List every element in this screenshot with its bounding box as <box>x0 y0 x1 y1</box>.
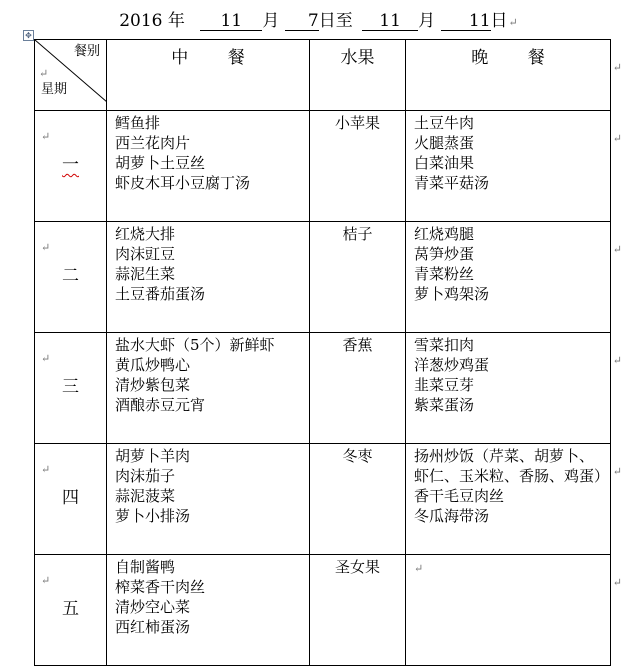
dish: 扬州炒饭（芹菜、胡萝卜、虾仁、玉米粒、香肠、鸡蛋） <box>414 447 610 485</box>
from-month: 11 <box>200 12 262 31</box>
weekly-menu-table <box>34 39 622 666</box>
to-month: 11 <box>362 12 418 31</box>
dish: 雪菜扣肉 <box>414 336 475 354</box>
dish: 虾皮木耳小豆腐丁汤 <box>115 174 251 192</box>
dish: 冬瓜海带汤 <box>414 507 490 525</box>
month-char-2: 月 <box>418 11 436 31</box>
dish: 洋葱炒鸡蛋 <box>414 356 490 374</box>
dish: 萝卜鸡架汤 <box>414 285 490 303</box>
dish: 蒜泥生菜 <box>115 265 176 283</box>
day-row-1 <box>35 111 611 222</box>
weekday-label: 星期 <box>41 82 68 97</box>
table-move-handle-icon[interactable]: ✥ <box>23 30 34 41</box>
dish: 紫菜蛋汤 <box>414 396 475 414</box>
dish: 土豆番茄蛋汤 <box>115 285 206 303</box>
from-day: 7 <box>285 12 319 31</box>
dish: 蒜泥菠菜 <box>115 487 176 505</box>
fruit-header: 水果 <box>310 40 406 111</box>
header-row <box>35 40 611 111</box>
dish: 莴笋炒蛋 <box>414 245 475 263</box>
dish: 白菜油果 <box>414 154 475 172</box>
fruit-cell: 桔子 <box>310 222 406 333</box>
dish: 西兰花肉片 <box>115 134 191 152</box>
to-day: 11 <box>441 12 491 31</box>
paragraph-mark: ↵ <box>508 16 518 29</box>
lunch-cell <box>107 555 310 666</box>
dish: 自制酱鸭 <box>115 558 176 576</box>
dinner-cell: 土豆牛肉 火腿蒸蛋 白菜油果 青菜平菇汤 ↵ <box>406 111 611 222</box>
lunch-header: 中 餐 <box>107 40 310 111</box>
lunch-cell <box>107 222 310 333</box>
dish: 红烧鸡腿 <box>414 225 475 243</box>
dinner-cell: 红烧鸡腿 莴笋炒蛋 青菜粉丝 萝卜鸡架汤 ↵ <box>406 222 611 333</box>
day-row-2 <box>35 222 611 333</box>
weekday-cell: ↵ 一 <box>35 111 107 222</box>
dish: 韭菜豆芽 <box>414 376 475 394</box>
lunch-cell <box>107 333 310 444</box>
fruit-cell: 香蕉 <box>310 333 406 444</box>
dinner-cell: 扬州炒饭（芹菜、胡萝卜、虾仁、玉米粒、香肠、鸡蛋） 香干毛豆肉丝 冬瓜海带汤 ↵ <box>406 444 611 555</box>
day-to-text: 日至 <box>318 11 353 31</box>
dish: 榨菜香干肉丝 <box>115 578 206 596</box>
dish: 胡萝卜土豆丝 <box>115 154 206 172</box>
dish: 土豆牛肉 <box>414 114 475 132</box>
day-row-5 <box>35 555 611 666</box>
day-row-3 <box>35 333 611 444</box>
weekday-cell: ↵ 五 <box>35 555 107 666</box>
dish: 青菜平菇汤 <box>414 174 490 192</box>
dish: 火腿蒸蛋 <box>414 134 475 152</box>
weekday-cell: ↵ 三 <box>35 333 107 444</box>
menu-title <box>0 6 637 31</box>
dish: 萝卜小排汤 <box>115 507 191 525</box>
day-char: 日 <box>490 11 508 31</box>
fruit-cell: 冬枣 <box>310 444 406 555</box>
dish: 清炒紫包菜 <box>115 376 191 394</box>
fruit-cell: 小苹果 <box>310 111 406 222</box>
dish: 胡萝卜羊肉 <box>115 447 191 465</box>
lunch-cell <box>107 111 310 222</box>
lunch-cell <box>107 444 310 555</box>
month-char-1: 月 <box>262 11 280 31</box>
dish: 香干毛豆肉丝 <box>414 487 505 505</box>
dinner-cell: 雪菜扣肉 洋葱炒鸡蛋 韭菜豆芽 紫菜蛋汤 ↵ <box>406 333 611 444</box>
dinner-header: 晚 餐 ↵ <box>406 40 611 111</box>
weekday-cell: ↵ 四 <box>35 444 107 555</box>
meal-type-label: 餐别 <box>73 44 100 59</box>
dish: 酒酿赤豆元宵 <box>115 396 206 414</box>
day-row-4 <box>35 444 611 555</box>
year-text: 2016 年 <box>119 11 185 31</box>
dish: 清炒空心菜 <box>115 598 191 616</box>
dish: 肉沫茄子 <box>115 467 176 485</box>
weekday-cell: ↵ 二 <box>35 222 107 333</box>
dish: 红烧大排 <box>115 225 176 243</box>
dish: 肉沫豇豆 <box>115 245 176 263</box>
dish: 黄瓜炒鸭心 <box>115 356 191 374</box>
dinner-cell: ↵ ↵ <box>406 555 611 666</box>
fruit-cell: 圣女果 <box>310 555 406 666</box>
corner-cell: 餐别 ↵ 星期 <box>35 40 107 111</box>
dish: 鳕鱼排 <box>115 114 161 132</box>
dish: 青菜粉丝 <box>414 265 475 283</box>
dish: 西红柿蛋汤 <box>115 618 191 636</box>
dish: 盐水大虾（5个）新鲜虾 <box>115 336 275 354</box>
